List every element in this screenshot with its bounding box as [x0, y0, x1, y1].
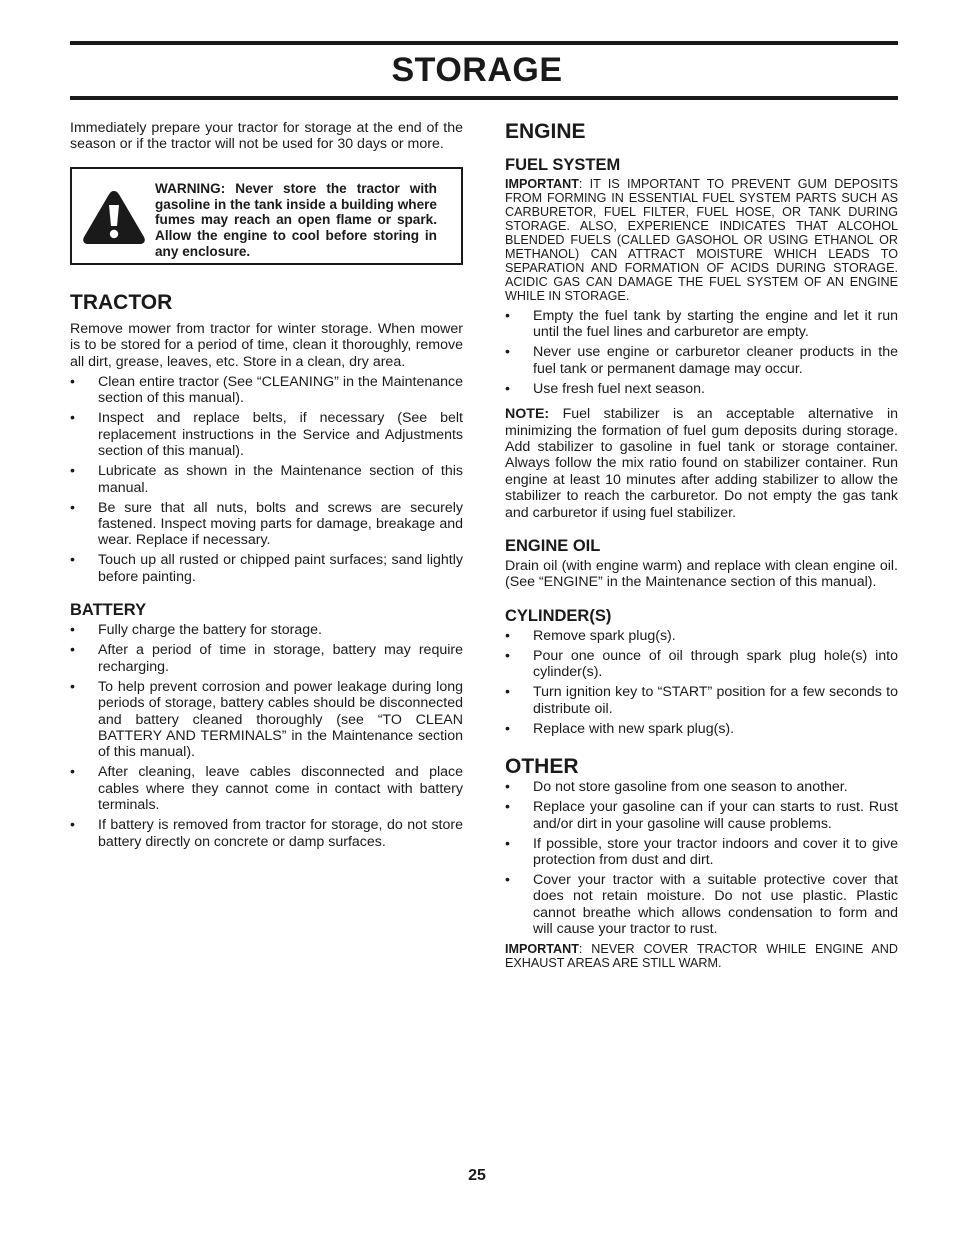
engine-oil-heading: ENGINE OIL: [505, 537, 601, 556]
tractor-body: Remove mower from tractor for winter storage. When mower is to be stored for a period of time, clean it thoroughly, remove all dirt, grease, leaves, etc. Store in a clean, dry area.: [70, 320, 463, 370]
right-column: [505, 120, 898, 970]
fuel-system-heading: FUEL SYSTEM: [505, 156, 621, 174]
tractor-heading: TRACTOR: [70, 290, 173, 314]
engine-heading: ENGINE: [505, 120, 586, 143]
list-item: • After cleaning, leave cables disconnected and place cables where they cannot come in contact with battery terminals.: [70, 764, 463, 814]
page-number: 25: [468, 1167, 486, 1184]
warning-text: WARNING: Never store the tractor with gasoline in the tank inside a building where fumes may reach an open flame or spark. Allow the engine to cool before storing in any enclosure.: [155, 180, 437, 259]
list-item: • Remove spark plug(s).: [505, 627, 676, 644]
list-item: • Replace your gasoline can if your can starts to rust. Rust and/or dirt in your gasoline will cause problems.: [505, 799, 898, 832]
fuel-stabilizer-note: NOTE: Fuel stabilizer is an acceptable alternative in minimizing the formation of fuel gum deposits during storage. Add stabilizer to gasoline in fuel tank or storage container. Always follow the mix ratio found on stabilizer container. Run engine at least 10 minutes after adding stabilizer to allow the stabilizer to reach the carburetor. Do not empty the gas tank and carburetor if using fuel stabilizer.: [505, 406, 898, 521]
tractor-list: [70, 374, 463, 585]
list-item: • Empty the fuel tank by starting the engine and let it run until the fuel lines and carburetor are empty.: [505, 308, 898, 341]
list-item: • Cover your tractor with a suitable protective cover that does not retain moisture. Do not use plastic. Plastic cannot breathe which allows condensation to form and will cause your tractor to rust.: [505, 871, 898, 938]
list-item: • Replace with new spark plug(s).: [505, 720, 735, 737]
list-item: • Inspect and replace belts, if necessary (See belt replacement instructions in the Service and Adjustments section of this manual).: [70, 410, 463, 460]
list-item: • Touch up all rusted or chipped paint surfaces; sand lightly before painting.: [70, 552, 463, 585]
header-rule-bottom: [70, 96, 898, 100]
list-item: • To help prevent corrosion and power leakage during long periods of storage, battery cables should be disconnected and battery cleaned thoroughly (see “TO CLEAN BATTERY AND TERMINALS” in the Maintenance section of this manual).: [70, 678, 463, 761]
header-rule-top: [70, 41, 898, 45]
battery-heading: BATTERY: [70, 601, 147, 620]
engine-oil-body: Drain oil (with engine warm) and replace with clean engine oil. (See “ENGINE” in the Maintenance section of this manual).: [505, 558, 898, 591]
fuel-list: [505, 308, 898, 397]
warning-box: [70, 167, 463, 265]
list-item: • Never use engine or carburetor cleaner products in the fuel tank or permanent damage may occur.: [505, 344, 898, 377]
fuel-important-note: IMPORTANT: IT IS IMPORTANT TO PREVENT GUM DEPOSITS FROM FORMING IN ESSENTIAL FUEL SYSTEM PARTS SUCH AS CARBURETOR, FUEL FILTER, FUEL HOSE, OR TANK DURING STORAGE. ALSO, EXPERIENCE INDICATES THAT ALCOHOL BLENDED FUELS (CALLED GASOHOL OR USING ETHANOL OR METHANOL) CAN ATTRACT MOISTURE WHICH LEADS TO SEPARATION AND FORMATION OF ACIDS DURING STORAGE. ACIDIC GAS CAN DAMAGE THE FUEL SYSTEM OF AN ENGINE WHILE IN STORAGE.: [505, 177, 898, 303]
list-item: • After a period of time in storage, battery may require recharging.: [70, 642, 463, 675]
cylinders-heading: CYLINDER(S): [505, 606, 612, 625]
left-column: [70, 120, 463, 854]
list-item: • If battery is removed from tractor for storage, do not store battery directly on concrete or damp surfaces.: [70, 817, 463, 850]
list-item: • Be sure that all nuts, bolts and screws are securely fastened. Inspect moving parts for damage, breakage and wear. Replace if necessary.: [70, 499, 463, 549]
other-list: [505, 779, 898, 937]
list-item: • Pour one ounce of oil through spark plug hole(s) into cylinder(s).: [505, 647, 898, 681]
other-important-note: IMPORTANT: NEVER COVER TRACTOR WHILE ENGINE AND EXHAUST AREAS ARE STILL WARM.: [505, 941, 898, 970]
list-item: • If possible, store your tractor indoors and cover it to give protection from dust and dirt.: [505, 835, 898, 868]
list-item: • Use fresh fuel next season.: [505, 380, 705, 397]
intro-paragraph: Immediately prepare your tractor for storage at the end of the season or if the tractor will not be used for 30 days or more.: [70, 120, 463, 153]
list-item: • Do not store gasoline from one season to another.: [505, 779, 848, 796]
battery-list: [70, 622, 463, 850]
list-item: • Clean entire tractor (See “CLEANING” in the Maintenance section of this manual).: [70, 374, 463, 407]
cylinders-list: [505, 628, 898, 737]
list-item: • Lubricate as shown in the Maintenance section of this manual.: [70, 463, 463, 496]
list-item: • Turn ignition key to “START” position for a few seconds to distribute oil.: [505, 684, 898, 717]
page-title: STORAGE: [391, 51, 563, 89]
other-heading: OTHER: [505, 755, 579, 779]
warning-exclamation-icon: [80, 187, 148, 247]
list-item: • Fully charge the battery for storage.: [70, 622, 322, 639]
